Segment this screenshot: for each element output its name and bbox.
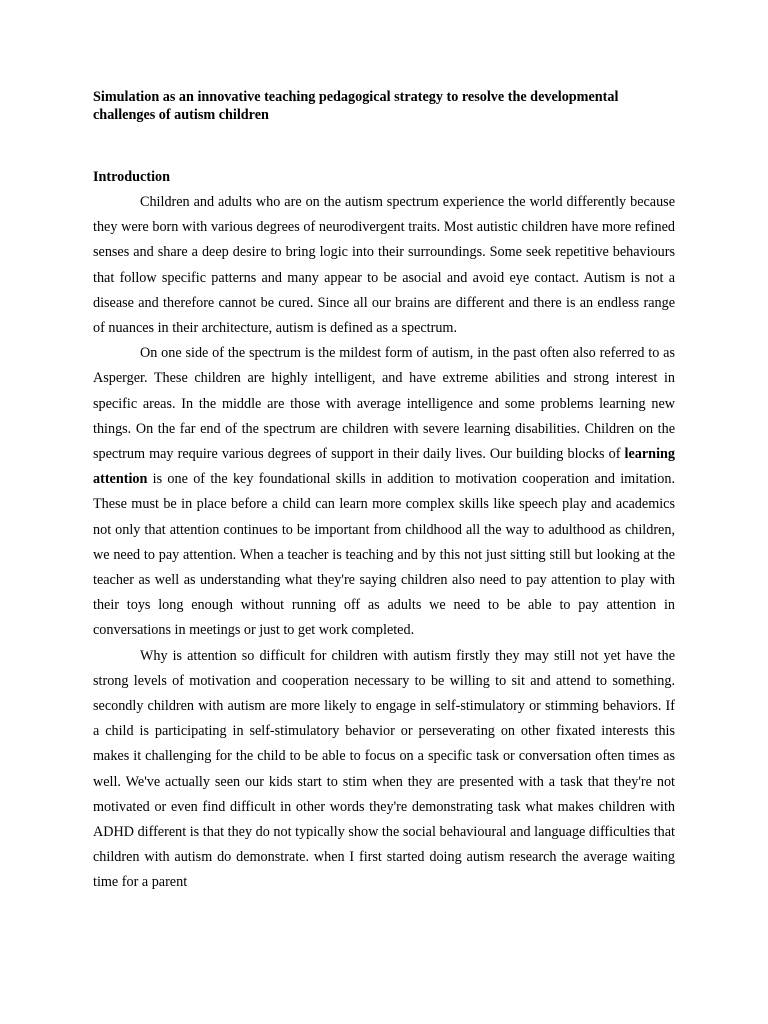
document-page [93,88,675,896]
introduction-heading: Introduction [93,169,170,185]
paragraph-2-text-start: On one side of the spectrum is the mildest form of autism, in the past often also referred to as Asperger. These children are highly intelligent, and have extreme abilities and strong interest in specific areas. In the middle are those with average intelligence and some problems learning new things. On the far end of the spectrum are children with severe learning disabilities. Children on the spectrum may require various degrees of support in their daily lives. Our building blocks of [93,345,675,463]
paragraph-3: Why is attention so difficult for children with autism firstly they may still not yet have the strong levels of motivation and cooperation necessary to be willing to sit and attend to something. secondly children with autism are more likely to engage in self-stimulatory or stimming behaviors. If a child is participating in self-stimulatory behavior or perseverating on other fixated interests this makes it challenging for the child to be able to focus on a specific task or conversation often times as well. We've actually seen our kids start to stim when they are presented with a task that they're not motivated or even find difficult in other words they're demonstrating task what makes children with ADHD different is that they do not typically show the social behavioural and language difficulties that children with autism do demonstrate. when I first started doing autism research the average waiting time for a parent [93,647,675,891]
paragraph-2-bold-term: learning attention [93,446,675,488]
paragraph-1: Children and adults who are on the autism spectrum experience the world differently because they were born with various degrees of neurodivergent traits. Most autistic children have more refined senses and share a deep desire to bring logic into their surroundings. Some seek repetitive behaviours that follow specific patterns and many appear to be asocial and avoid eye contact. Autism is not a disease and therefore cannot be cured. Since all our brains are different and there is an endless range of nuances in their architecture, autism is defined as a spectrum. [93,194,675,337]
document-title: Simulation as an innovative teaching pedagogical strategy to resolve the developmental challenges of autism children [93,89,619,123]
paragraph-2-text-end: is one of the key foundational skills in addition to motivation cooperation and imitation. These must be in place before a child can learn more complex skills like speech play and academics not only that attention continues to be important from childhood all the way to adulthood as children, we need to pay attention. When a teacher is teaching and by this not just sitting still but looking at the teacher as well as understanding what they're saying children also need to pay attention to play with their toys long enough without running off as adults we need to be able to pay attention in conversations in meetings or just to get work completed. [93,471,675,639]
paragraph-2 [93,341,675,643]
